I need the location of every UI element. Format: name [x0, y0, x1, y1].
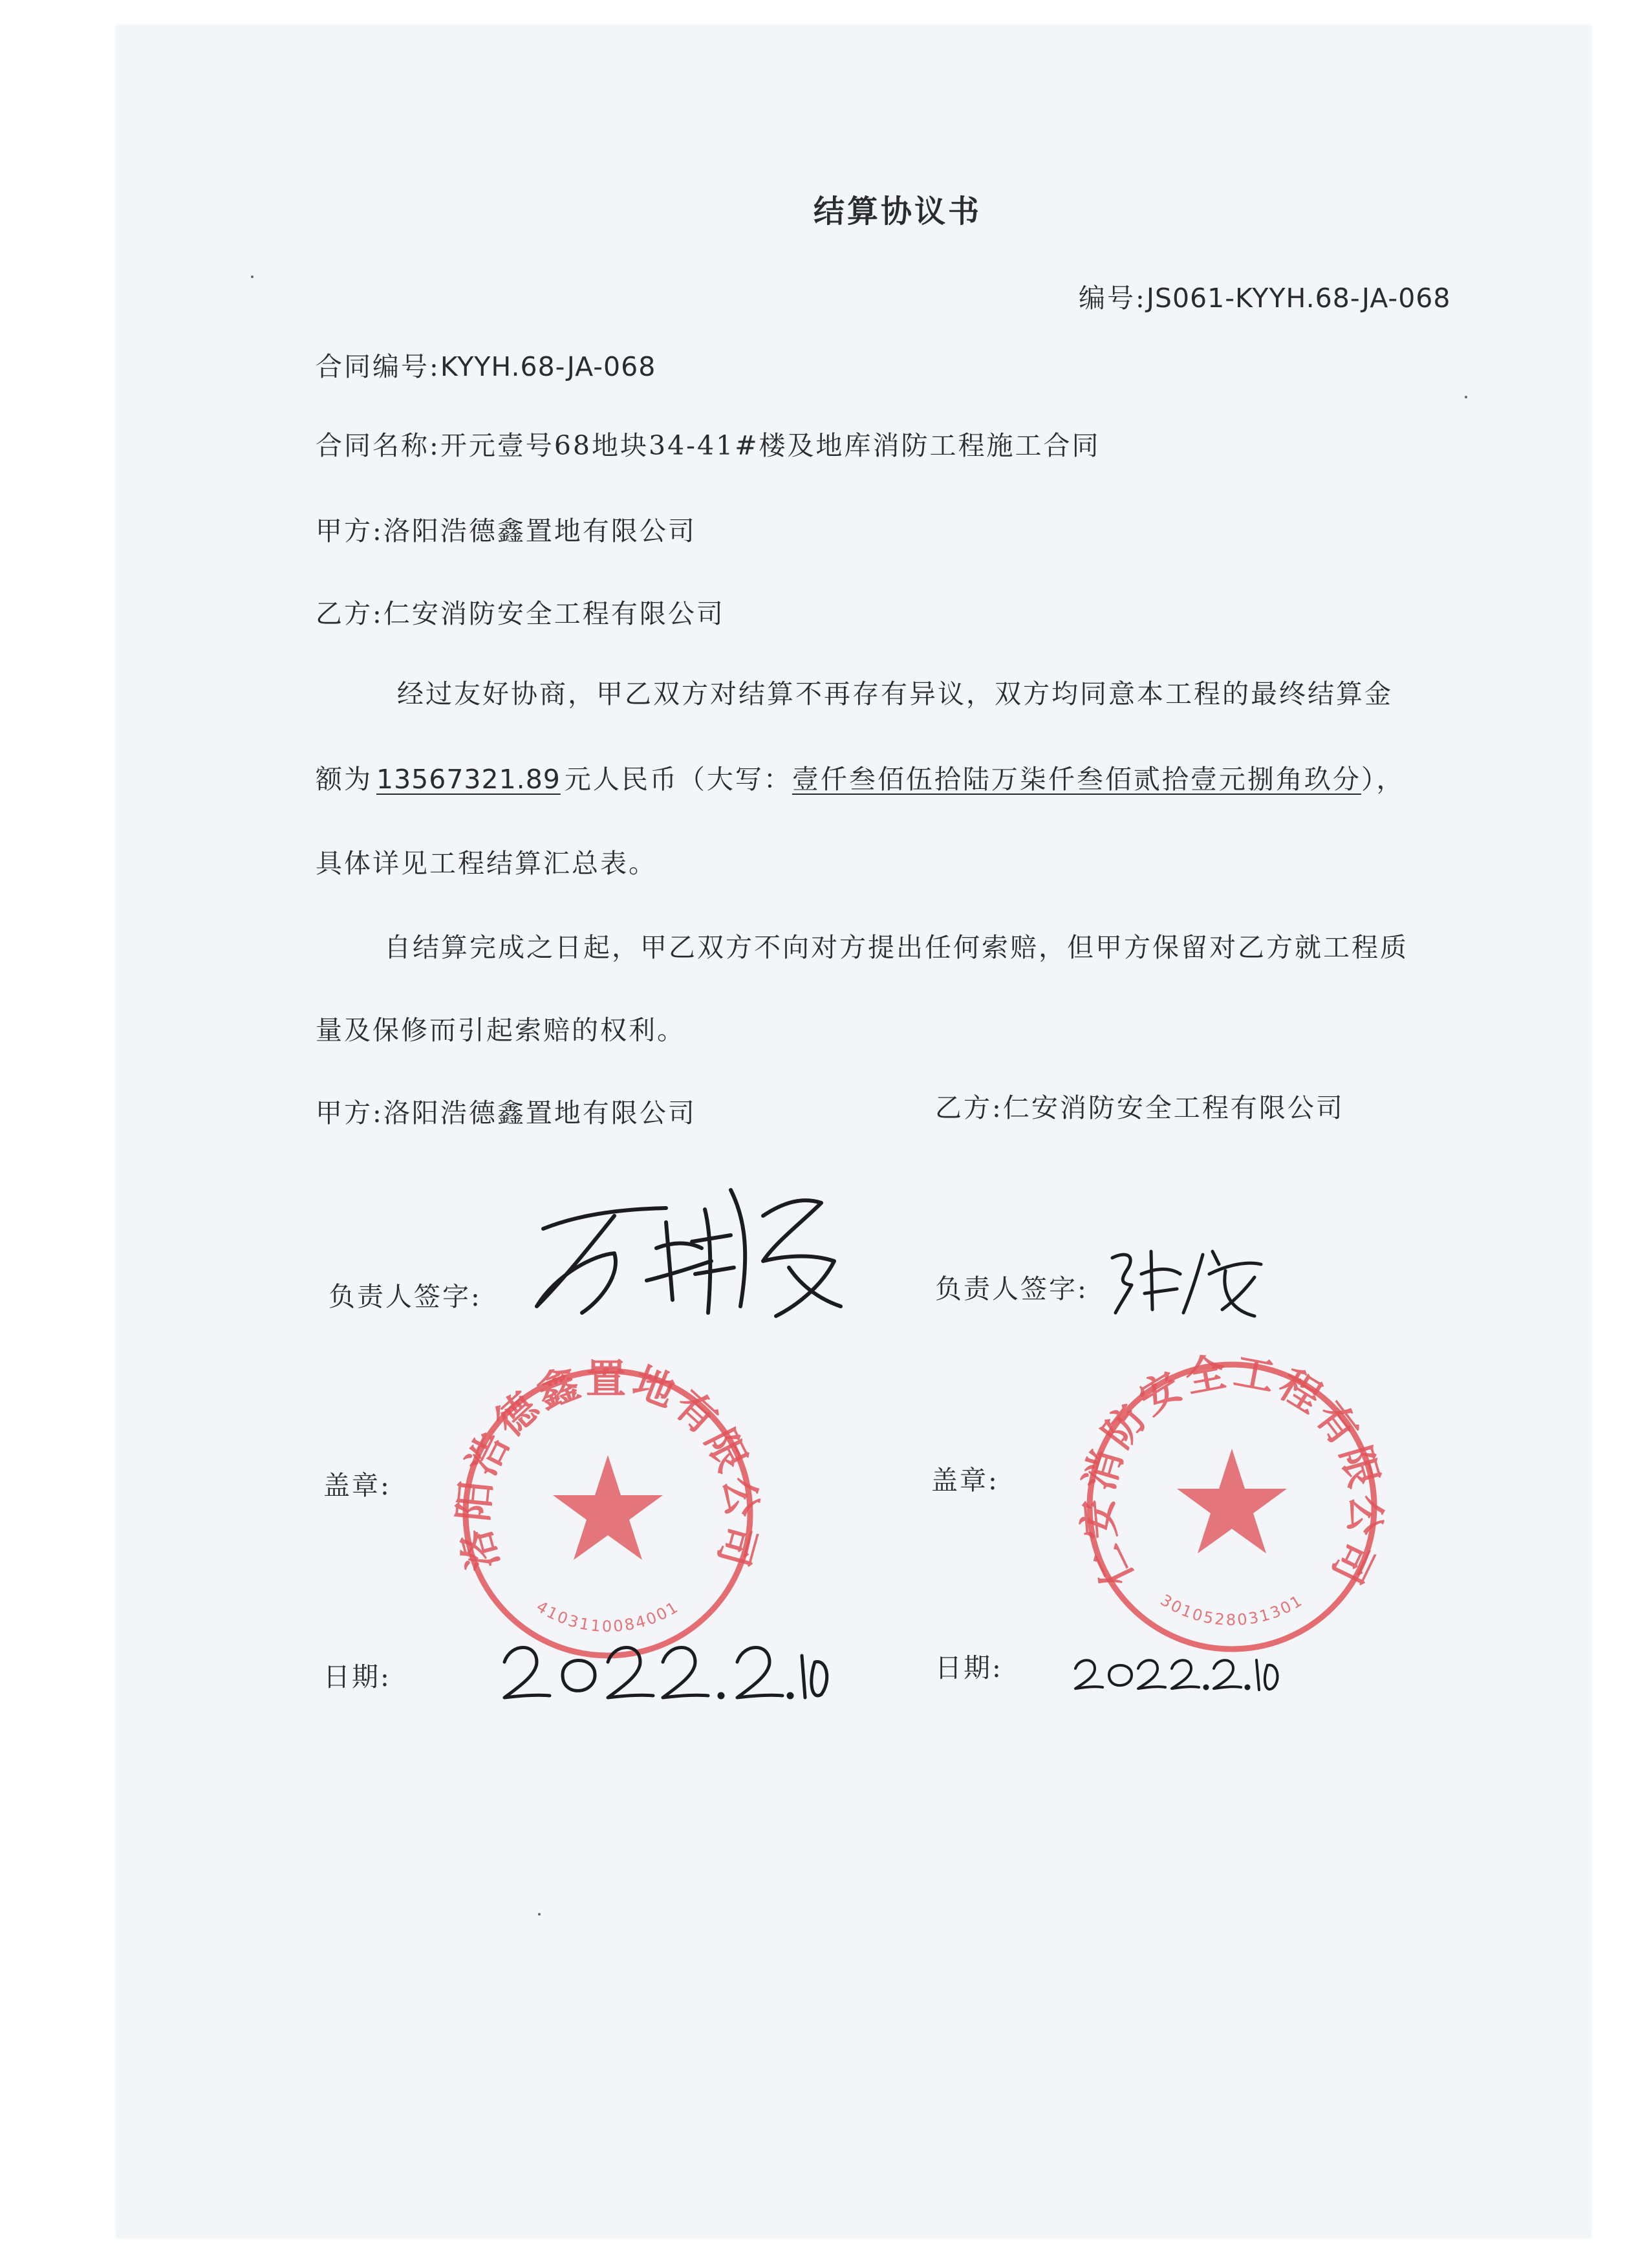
right-seal-label: 盖章:	[931, 1465, 999, 1496]
right-party	[935, 1086, 1344, 1125]
paragraph-1-line-3: 具体详见工程结算汇总表。	[316, 848, 657, 879]
party-a	[316, 510, 696, 548]
svg-text:4103110084001	[534, 1597, 683, 1636]
svg-text:3010528031301	[1158, 1591, 1307, 1629]
amount-prefix: 额为	[316, 764, 372, 795]
amount-figure: 13567321.89	[376, 764, 561, 795]
contract-number	[316, 345, 656, 383]
contract-number-value: KYYH.68-JA-068	[440, 351, 656, 382]
right-signature-image	[1106, 1238, 1293, 1329]
left-party	[316, 1092, 696, 1130]
left-sign-label: 负责人签字:	[329, 1281, 482, 1312]
left-seal-text: 洛阳浩德鑫置地有限公司	[449, 1355, 767, 1575]
paragraph-2-line-2: 量及保修而引起索赔的权利。	[316, 1015, 685, 1046]
serial-number	[1079, 277, 1450, 315]
party-b-label: 乙方:	[316, 598, 383, 629]
right-handwritten-date	[1070, 1646, 1290, 1698]
right-seal-number: 3010528031301	[1157, 1591, 1307, 1629]
party-a-label: 甲方:	[316, 515, 383, 546]
left-seal-label: 盖章:	[323, 1470, 391, 1501]
left-party-label: 甲方:	[316, 1097, 383, 1129]
amount-mid: 元人民币（大写：	[564, 764, 792, 795]
party-a-value: 洛阳浩德鑫置地有限公司	[383, 515, 696, 546]
left-signature-image	[517, 1177, 854, 1345]
right-company-seal	[1070, 1345, 1394, 1669]
right-party-name: 仁安消防安全工程有限公司	[1002, 1092, 1344, 1123]
left-handwritten-date	[498, 1636, 834, 1707]
left-date-label: 日期:	[323, 1661, 391, 1692]
contract-number-label: 合同编号:	[316, 351, 440, 382]
right-party-label: 乙方:	[935, 1092, 1003, 1123]
amount-words: 壹仟叁佰伍拾陆万柒仟叁佰贰拾壹元捌角玖分	[792, 764, 1361, 795]
scan-speck	[1465, 396, 1467, 398]
party-b	[316, 592, 725, 631]
paragraph-1-line-1: 经过友好协商，甲乙双方对结算不再存有异议，双方均同意本工程的最终结算金	[397, 678, 1393, 709]
document-title: 结算协议书	[814, 193, 982, 230]
party-b-value: 仁安消防安全工程有限公司	[383, 598, 725, 629]
right-sign-label: 负责人签字:	[935, 1273, 1088, 1304]
contract-name-value: 开元壹号68地块34-41#楼及地库消防工程施工合同	[440, 430, 1101, 461]
contract-name	[316, 424, 1101, 462]
left-seal-number: 4103110084001	[533, 1597, 683, 1636]
paragraph-2-line-1: 自结算完成之日起，甲乙双方不向对方提出任何索赔，但甲方保留对乙方就工程质	[384, 932, 1408, 963]
scan-speck	[251, 275, 253, 278]
contract-name-label: 合同名称:	[316, 430, 440, 461]
scan-speck	[538, 1913, 541, 1916]
right-seal-text: 仁安消防安全工程有限公司	[1073, 1347, 1391, 1595]
serial-value: JS061-KYYH.68-JA-068	[1146, 283, 1451, 314]
amount-suffix: ），	[1361, 764, 1405, 795]
paragraph-1-line-2	[316, 758, 1405, 796]
serial-label: 编号:	[1079, 283, 1147, 314]
left-party-name: 洛阳浩德鑫置地有限公司	[383, 1097, 696, 1129]
left-company-seal	[446, 1352, 770, 1675]
right-date-label: 日期:	[935, 1652, 1003, 1683]
